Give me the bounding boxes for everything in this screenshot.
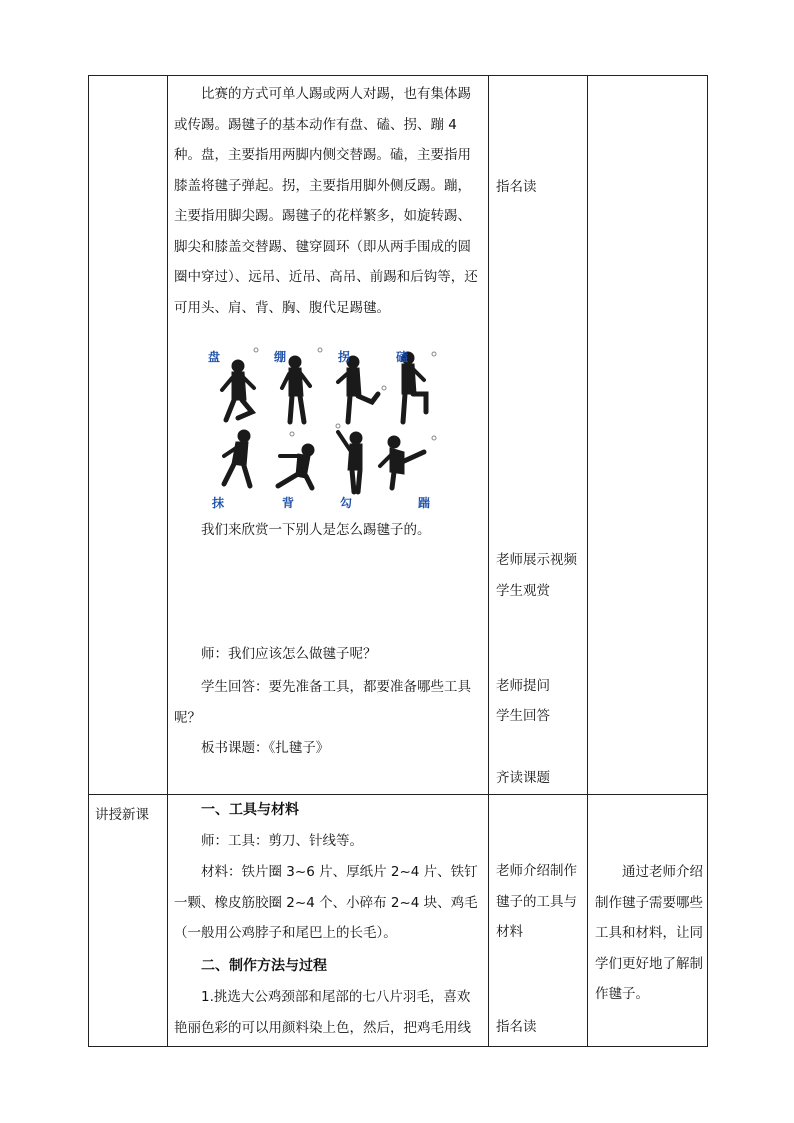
caption-bei: 背: [282, 496, 295, 510]
activity-cell: [489, 795, 588, 1047]
activity-video: 老师展示视频: [496, 552, 577, 568]
activity-watch: 学生观赏: [496, 583, 550, 599]
paragraph-watch: 我们来欣赏一下别人是怎么踢毽子的。: [201, 522, 431, 538]
teaching-intent: 通过老师介绍制作毽子需要哪些工具和材料，让同学们更好地了解制作毽子。: [595, 864, 703, 1002]
intent-cell-empty: [588, 76, 708, 795]
activity-read-2: 指名读: [496, 1019, 537, 1035]
heading-tools: 一、工具与材料: [201, 802, 299, 818]
paragraph-materials: 材料：铁片圈 3~6 片、厚纸片 2~4 片、铁钉一颗、橡皮筋胶圈 2~4 个、小碎布 2~4 块、鸡毛（一般用公鸡脖子和尾巴上的长毛）。: [174, 864, 478, 941]
stage-label: 讲授新课: [95, 807, 149, 823]
caption-chuai: 踹: [418, 496, 431, 510]
paragraph-title: 板书课题：《扎毽子》: [201, 740, 330, 756]
caption-gou: 勾: [340, 496, 353, 510]
caption-guai: 拐: [338, 350, 351, 364]
intent-cell: [588, 795, 708, 1047]
caption-ke: 磕: [396, 350, 409, 364]
content-cell: [168, 76, 489, 795]
lesson-plan-table: [88, 75, 708, 1047]
content-cell: [168, 795, 489, 1047]
activity-cell: [489, 76, 588, 795]
paragraph-intro: 比赛的方式可单人踢或两人对踢，也有集体踢或传踢。踢毽子的基本动作有盘、磕、拐、蹦 4 种。盘，主要指用两脚内侧交替踢。磕，主要指用膝盖将毽子弹起。拐，主要指用脚外侧反踢。蹦，主要指用脚尖踢。踢毽子的花样繁多，如旋转踢、脚尖和膝盖交替踢、毽穿圆环（即从两手围成的圆圈中穿过）、远吊、近吊、高吊、前踢和后钩等，还可用头、肩、背、胸、腹代足踢毽。: [174, 86, 478, 316]
caption-beng: 绷: [274, 350, 287, 364]
activity-ask: 老师提问: [496, 678, 550, 694]
kicking-poses-illustration: [208, 338, 448, 504]
stage-cell-empty: [89, 76, 168, 795]
paragraph-step1: 1.挑选大公鸡颈部和尾部的七八片羽毛，喜欢艳丽色彩的可以用颜料染上色，然后，把鸡毛用线: [174, 989, 471, 1036]
paragraph-tools: 师：工具：剪刀、针线等。: [201, 833, 363, 849]
heading-method: 二、制作方法与过程: [201, 958, 327, 974]
activity-introduce: 老师介绍制作毽子的工具与材料: [496, 863, 577, 940]
paragraph-answer: 学生回答：要先准备工具，都要准备哪些工具呢？: [174, 679, 471, 726]
paragraph-question: 师：我们应该怎么做毽子呢？: [201, 646, 377, 662]
table-row: [89, 795, 708, 1047]
caption-pan: 盘: [208, 350, 221, 364]
kicking-poses-figure: [208, 338, 448, 510]
stage-cell: [89, 795, 168, 1047]
table-row: [89, 76, 708, 795]
activity-answer: 学生回答: [496, 708, 550, 724]
caption-mo: 抹: [212, 496, 225, 510]
activity-read-title: 齐读课题: [496, 770, 550, 786]
activity-read: 指名读: [496, 179, 537, 195]
